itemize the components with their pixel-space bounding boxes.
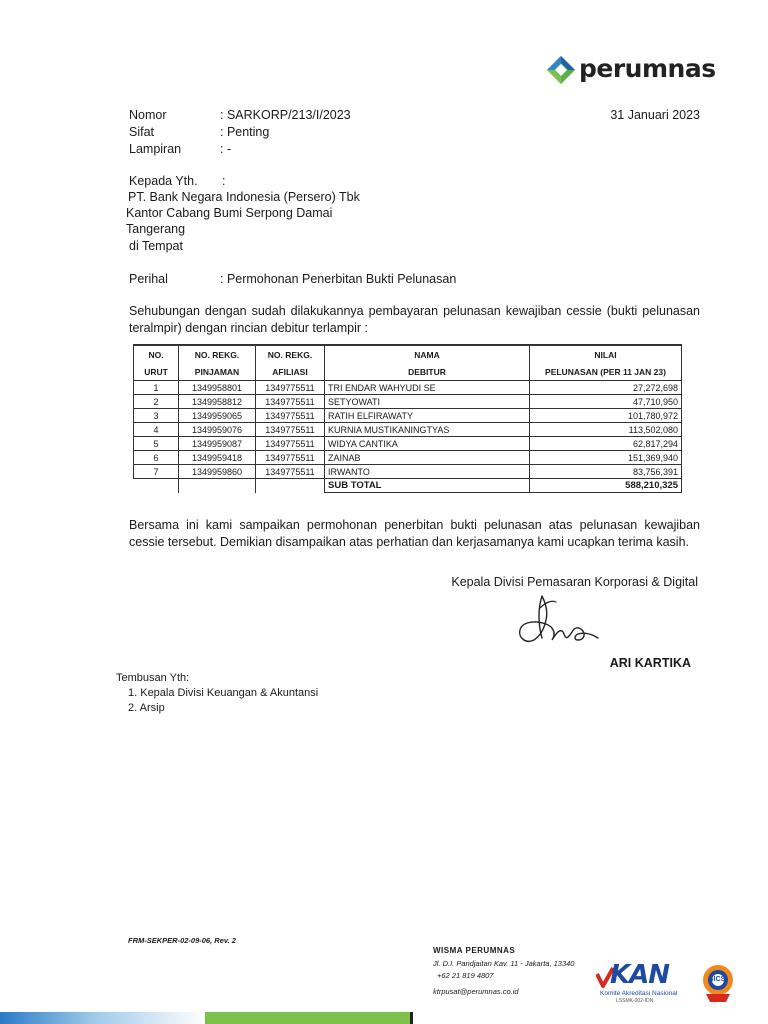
cell-nama-debitur: IRWANTO <box>325 465 530 479</box>
cell-rekg-afiliasi: 1349775511 <box>256 437 325 451</box>
table-row <box>134 437 682 451</box>
office-phone: +62 21 819 4807 <box>437 971 494 980</box>
cell-rekg-pinjaman: 1349959087 <box>179 437 256 451</box>
table-row <box>134 381 682 395</box>
intro-paragraph: Sehubungan dengan sudah dilakukannya pembayaran pelunasan kewajiban cessie (bukti pelunasan teralmpir) dengan rincian debitur terlampir : <box>129 304 700 335</box>
lampiran-label: Lampiran <box>129 142 182 156</box>
header-nama: NAMA <box>325 345 530 363</box>
kepada-colon: : <box>222 174 226 188</box>
cell-rekg-pinjaman: 1349958801 <box>179 381 256 395</box>
signatory-position: Kepala Divisi Pemasaran Korporasi & Digital <box>451 575 698 589</box>
header-afiliasi: AFILIASI <box>256 363 325 381</box>
cell-nama-debitur: KURNIA MUSTIKANINGTYAS <box>325 423 530 437</box>
lampiran-value: : - <box>220 142 232 156</box>
table-header-row <box>134 345 682 363</box>
debtor-table <box>133 344 681 502</box>
header-urut: URUT <box>134 363 179 381</box>
header-pinjaman: PINJAMAN <box>179 363 256 381</box>
subtotal-value: 588,210,325 <box>530 479 682 493</box>
table-row <box>134 451 682 465</box>
cell-no: 2 <box>134 395 179 409</box>
cell-nilai-pelunasan: 47,710,950 <box>530 395 682 409</box>
office-email: ktrpusat@perumnas.co.id <box>433 987 519 996</box>
office-name: WISMA PERUMNAS <box>433 946 516 955</box>
cell-rekg-pinjaman: 1349959860 <box>179 465 256 479</box>
office-address: Jl. D.I. Pandjaitan Kav. 11 - Jakarta, 13340 <box>433 959 575 968</box>
cell-rekg-pinjaman: 1349958812 <box>179 395 256 409</box>
cell-nama-debitur: WIDYA CANTIKA <box>325 437 530 451</box>
cell-nama-debitur: ZAINAB <box>325 451 530 465</box>
recipient-line-4: di Tempat <box>129 239 183 253</box>
letter-date: 31 Januari 2023 <box>610 108 700 122</box>
debtor-table-grid <box>133 344 682 493</box>
cell-no: 5 <box>134 437 179 451</box>
cell-nilai-pelunasan: 151,369,940 <box>530 451 682 465</box>
kan-text: KAN <box>610 960 670 990</box>
subtotal-label: SUB TOTAL <box>325 479 530 493</box>
brand-name: perumnas <box>579 54 716 83</box>
sifat-value: : Penting <box>220 125 270 139</box>
perumnas-logo <box>546 52 716 86</box>
table-row <box>134 423 682 437</box>
cell-nama-debitur: TRI ENDAR WAHYUDI SE <box>325 381 530 395</box>
cc-item: 2. Arsip <box>128 702 165 714</box>
sics-certification-icon <box>702 962 734 1004</box>
cell-nilai-pelunasan: 27,272,698 <box>530 381 682 395</box>
nomor-value: : SARKORP/213/I/2023 <box>220 108 351 122</box>
cell-nilai-pelunasan: 101,780,972 <box>530 409 682 423</box>
cell-rekg-pinjaman: 1349959418 <box>179 451 256 465</box>
footer-color-bar <box>0 1012 768 1024</box>
recipient-line-1: PT. Bank Negara Indonesia (Persero) Tbk <box>128 190 360 204</box>
cell-no: 1 <box>134 381 179 395</box>
header-no: NO. <box>134 345 179 363</box>
kan-caption: Komite Akreditasi Nasional <box>600 990 678 997</box>
cell-rekg-afiliasi: 1349775511 <box>256 409 325 423</box>
cc-title: Tembusan Yth: <box>116 672 190 684</box>
cell-rekg-afiliasi: 1349775511 <box>256 465 325 479</box>
kan-accreditation-badge <box>596 962 736 1008</box>
closing-paragraph: Bersama ini kami sampaikan permohonan penerbitan bukti pelunasan atas pelunasan kewajiban cessie tersebut. Demikian disampaikan atas perhatian dan kerjasamanya kami ucapkan terima kasih. <box>129 518 700 549</box>
cell-rekg-afiliasi: 1349775511 <box>256 381 325 395</box>
perumnas-logo-icon <box>546 55 576 85</box>
sifat-label: Sifat <box>129 125 155 139</box>
sics-text: SICS <box>709 976 726 983</box>
cc-block <box>116 671 318 716</box>
table-row <box>134 465 682 479</box>
cell-no: 7 <box>134 465 179 479</box>
kepada-label: Kepada Yth. <box>129 174 198 188</box>
recipient-line-3: Tangerang <box>126 222 186 236</box>
cell-nama-debitur: RATIH ELFIRAWATY <box>325 409 530 423</box>
table-row <box>134 409 682 423</box>
nomor-label: Nomor <box>129 108 167 122</box>
cell-nilai-pelunasan: 113,502,080 <box>530 423 682 437</box>
kan-sub: LSSMK-002-IDN <box>616 998 654 1004</box>
header-nilai: NILAI <box>530 345 682 363</box>
cell-nilai-pelunasan: 83,756,391 <box>530 465 682 479</box>
table-row <box>134 395 682 409</box>
cell-no: 6 <box>134 451 179 465</box>
cell-no: 3 <box>134 409 179 423</box>
cell-rekg-pinjaman: 1349959065 <box>179 409 256 423</box>
signatory-name: ARI KARTIKA <box>609 656 691 670</box>
table-header-row <box>134 363 682 381</box>
cell-rekg-pinjaman: 1349959076 <box>179 423 256 437</box>
cell-rekg-afiliasi: 1349775511 <box>256 395 325 409</box>
form-code: FRM-SEKPER-02-09-06, Rev. 2 <box>128 936 236 945</box>
perihal-value: : Permohonan Penerbitan Bukti Pelunasan <box>220 272 457 286</box>
cell-nilai-pelunasan: 62,817,294 <box>530 437 682 451</box>
cell-rekg-afiliasi: 1349775511 <box>256 451 325 465</box>
header-pelunasan: PELUNASAN (PER 11 JAN 23) <box>530 363 682 381</box>
subtotal-row <box>134 479 682 493</box>
header-rekg-afiliasi: NO. REKG. <box>256 345 325 363</box>
header-rekg-pinjaman: NO. REKG. <box>179 345 256 363</box>
cell-rekg-afiliasi: 1349775511 <box>256 423 325 437</box>
perihal-label: Perihal <box>129 272 168 286</box>
signature-image <box>512 590 602 650</box>
cell-no: 4 <box>134 423 179 437</box>
recipient-line-2: Kantor Cabang Bumi Serpong Damai <box>126 206 333 220</box>
header-debitur: DEBITUR <box>325 363 530 381</box>
cell-nama-debitur: SETYOWATI <box>325 395 530 409</box>
cc-item: 1. Kepala Divisi Keuangan & Akuntansi <box>128 687 319 699</box>
